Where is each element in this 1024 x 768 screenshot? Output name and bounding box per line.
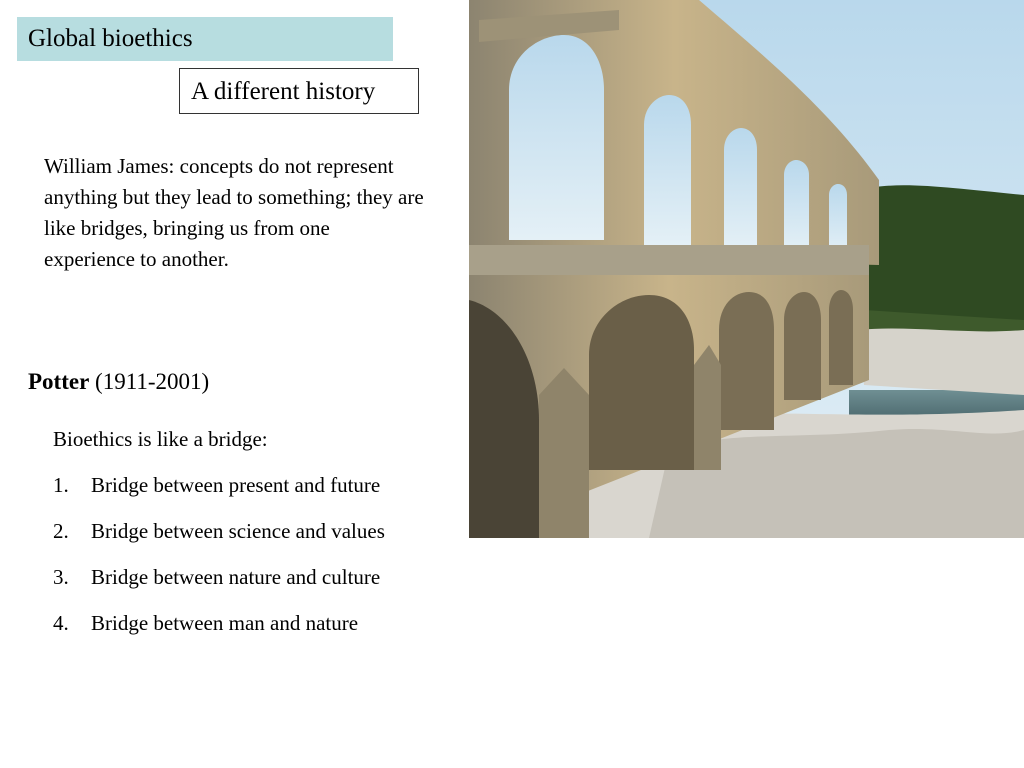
slide-subtitle <box>179 68 419 114</box>
potter-heading <box>28 366 209 398</box>
list-item-number: 3. <box>53 565 69 589</box>
list-item <box>53 470 433 501</box>
list-item-text: Bridge between science and values <box>91 519 385 543</box>
list-item <box>53 608 433 639</box>
bridge-intro: Bioethics is like a bridge: <box>53 427 268 451</box>
list-item-text: Bridge between man and nature <box>91 611 359 635</box>
william-james-quote: William James: concepts do not represent anything but they lead to something; they are like bridges, bringing us from one experience to another. <box>44 154 424 271</box>
potter-name: Potter <box>28 369 90 394</box>
slide-subtitle-text: A different history <box>191 78 376 105</box>
list-item-number: 2. <box>53 519 69 543</box>
list-item <box>53 516 433 547</box>
bridge-list <box>53 470 433 654</box>
list-item-text: Bridge between nature and culture <box>91 565 381 589</box>
list-item-text: Bridge between present and future <box>91 473 381 497</box>
slide-title-text: Global bioethics <box>28 25 193 52</box>
slide-title <box>17 17 393 61</box>
aqueduct-photo <box>469 0 1024 538</box>
potter-years: (1911-2001) <box>95 369 210 394</box>
list-item-number: 1. <box>53 473 69 497</box>
list-item <box>53 562 433 593</box>
list-item-number: 4. <box>53 611 69 635</box>
